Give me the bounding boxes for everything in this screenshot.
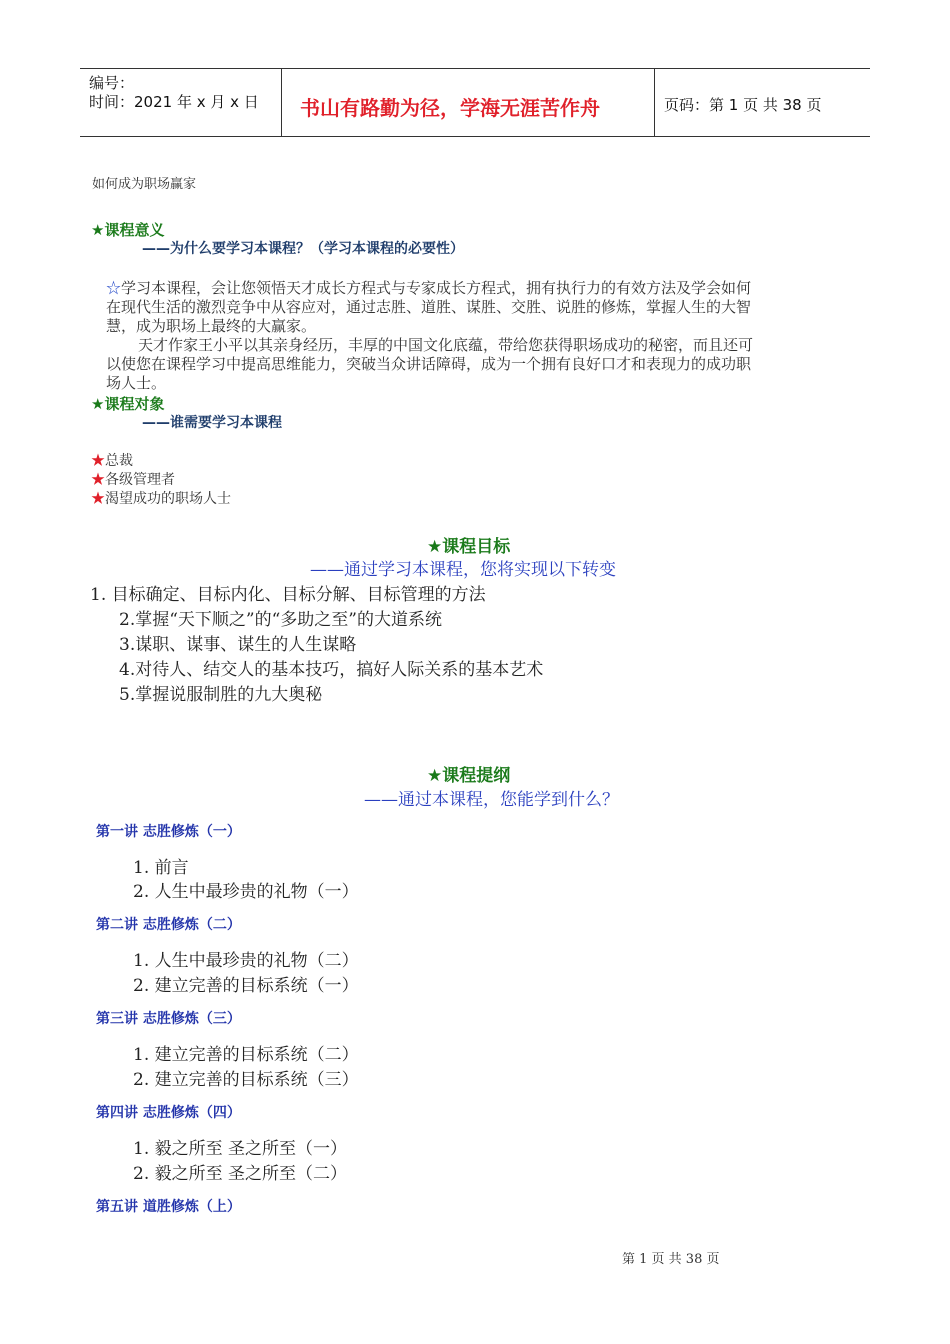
lecture-item: 1. 人生中最珍贵的礼物（二） <box>133 951 359 971</box>
document-number-label: 编号： <box>89 74 135 92</box>
lecture-item: 2. 毅之所至 圣之所至（二） <box>133 1164 348 1184</box>
header-divider-left <box>281 68 282 136</box>
hollow-star-icon: ☆ <box>106 279 122 297</box>
header-motto: 书山有路勤为径，学海无涯苦作舟 <box>300 96 600 120</box>
lecture-item: 2. 人生中最珍贵的礼物（一） <box>133 882 359 902</box>
significance-paragraph-2: 天才作家王小平以其亲身经历，丰厚的中国文化底蕴，带给您获得职场成功的秘密，而且还可 <box>138 336 754 354</box>
document-date-label: 时间：2021 年 x 月 x 日 <box>89 93 259 111</box>
lecture-item: 2. 建立完善的目标系统（三） <box>133 1070 359 1090</box>
section-heading-outline: ★课程提纲 <box>427 766 511 786</box>
red-star-icon: ★ <box>91 472 105 488</box>
section-subheading-outline: ——通过本课程，您能学到什么？ <box>364 790 619 810</box>
header-bottom-border <box>80 136 870 137</box>
document-title: 如何成为职场赢家 <box>92 177 197 192</box>
paragraph-line: 慧，成为职场上最终的大赢家。 <box>106 317 317 335</box>
goal-item: 2.掌握“天下顺之”的“多助之至”的大道系统 <box>119 610 442 630</box>
lecture-title: 第一讲 志胜修炼（一） <box>96 824 241 840</box>
section-subheading-goals: ——通过学习本课程，您将实现以下转变 <box>310 560 616 580</box>
audience-item: ★总裁 <box>91 453 133 469</box>
paragraph-line: 场人士。 <box>106 374 167 392</box>
lecture-title: 第四讲 志胜修炼（四） <box>96 1105 241 1121</box>
lecture-item: 2. 建立完善的目标系统（一） <box>133 976 359 996</box>
paragraph-line: 学习本课程，会让您领悟天才成长方程式与专家成长方程式，拥有执行力的有效方法及学会如何 <box>121 279 752 297</box>
header-page-label: 页码：第 1 页 共 38 页 <box>664 96 822 114</box>
lecture-item: 1. 毅之所至 圣之所至（一） <box>133 1139 348 1159</box>
audience-item: ★各级管理者 <box>91 472 175 488</box>
paragraph-line: 在现代生活的激烈竞争中从容应对，通过志胜、道胜、谋胜、交胜、说胜的修炼，掌握人生的大智 <box>106 298 752 316</box>
header-divider-right <box>654 68 655 136</box>
audience-item: ★渴望成功的职场人士 <box>91 491 231 507</box>
section-heading-audience: ★课程对象 <box>91 395 165 413</box>
page-footer: 第 1 页 共 38 页 <box>622 1252 720 1267</box>
header-top-border <box>80 68 870 69</box>
section-subheading-audience: ——谁需要学习本课程 <box>142 415 282 431</box>
significance-paragraph-1 <box>106 279 751 298</box>
lecture-item: 1. 建立完善的目标系统（二） <box>133 1045 359 1065</box>
section-heading-goals: ★课程目标 <box>427 537 511 557</box>
lecture-item: 1. 前言 <box>133 858 189 878</box>
paragraph-line: 以使您在课程学习中提高思维能力，突破当众讲话障碍，成为一个拥有良好口才和表现力的成功职 <box>106 355 752 373</box>
lecture-title: 第五讲 道胜修炼（上） <box>96 1199 241 1215</box>
red-star-icon: ★ <box>91 453 105 469</box>
section-subheading-significance: ——为什么要学习本课程？（学习本课程的必要性） <box>142 241 464 257</box>
goal-item: 4.对待人、结交人的基本技巧，搞好人际关系的基本艺术 <box>119 660 544 680</box>
goal-item: 1. 目标确定、目标内化、目标分解、目标管理的方法 <box>90 585 486 605</box>
lecture-title: 第三讲 志胜修炼（三） <box>96 1011 241 1027</box>
red-star-icon: ★ <box>91 491 105 507</box>
goal-item: 3.谋职、谋事、谋生的人生谋略 <box>119 635 357 655</box>
section-heading-significance: ★课程意义 <box>91 221 165 239</box>
lecture-title: 第二讲 志胜修炼（二） <box>96 917 241 933</box>
goal-item: 5.掌握说服制胜的九大奥秘 <box>119 685 323 705</box>
